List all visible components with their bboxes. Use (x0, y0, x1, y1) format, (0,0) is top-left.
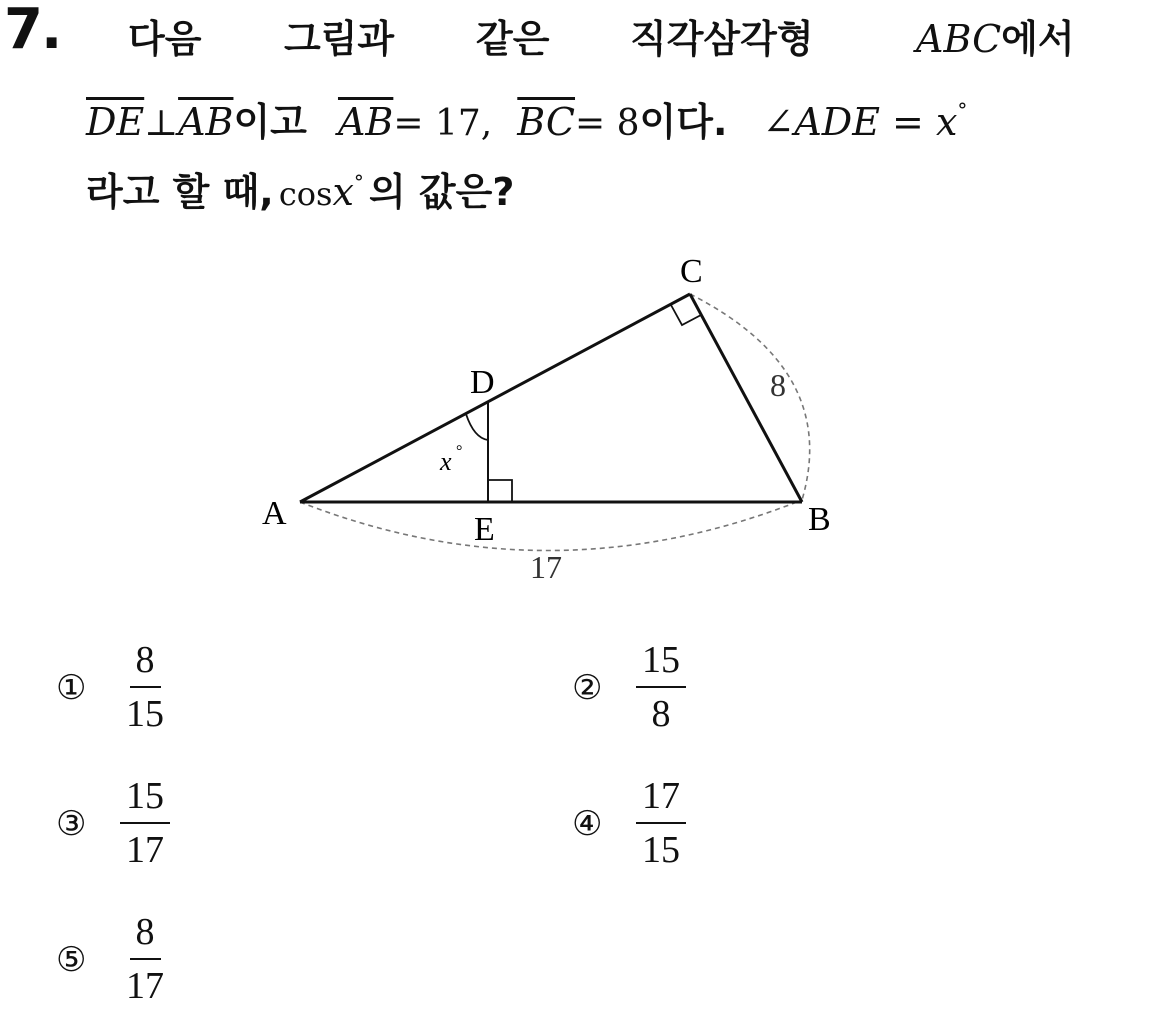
choice-1-fraction (120, 640, 170, 736)
length-ab: 17 (530, 549, 562, 585)
choice-5-denominator: 17 (126, 964, 164, 1007)
degree-symbol: ° (957, 98, 968, 122)
choice-2-mark: ② (572, 667, 603, 708)
choice-5-numerator: 8 (130, 912, 161, 960)
choice-3-mark: ③ (56, 803, 87, 844)
choice-2-numerator: 15 (636, 640, 686, 688)
segment-ab: $\overline{AB}$ (178, 100, 234, 144)
eq-ab: = 17, (393, 103, 493, 144)
label-c: C (680, 253, 703, 290)
right-angle-mark-e (488, 480, 512, 502)
choice-1-denominator: 15 (126, 692, 164, 735)
cos-func: cos (278, 175, 333, 213)
choice-1-mark: ① (56, 667, 87, 708)
question-number: 7. (4, 0, 61, 62)
q-word-3: 같은 (476, 17, 550, 61)
choice-2-denominator: 8 (651, 692, 671, 735)
label-b: B (808, 501, 831, 538)
angle-arc-d (466, 414, 488, 440)
label-a: A (262, 495, 287, 532)
choice-4-denominator: 15 (642, 828, 680, 871)
choice-1[interactable] (56, 640, 170, 736)
dimension-arc-ab (300, 500, 802, 551)
choice-5-mark: ⑤ (56, 939, 87, 980)
choice-1-numerator: 8 (130, 640, 161, 688)
q-text-ragohalttae: 라고 할 때, (86, 170, 274, 214)
q-text-ida: 이다. (639, 100, 728, 144)
angle-x-degree: ° (456, 443, 463, 460)
choice-5[interactable] (56, 912, 170, 1008)
q-word-1: 다음 (128, 17, 202, 61)
eq-bc: = 8 (575, 103, 640, 144)
choice-4-numerator: 17 (636, 776, 686, 824)
choice-4[interactable] (572, 776, 686, 872)
segment-bc: $\overline{BC}$ (517, 100, 576, 144)
label-d: D (470, 364, 495, 401)
cos-degree: ° (353, 170, 364, 194)
choice-5-fraction (120, 912, 170, 1008)
label-e: E (474, 511, 495, 548)
q-text-igo: 이고 (233, 100, 307, 144)
choice-4-fraction (636, 776, 686, 872)
segment-ab-2: $\overline{AB}$ (337, 100, 394, 144)
angle-x-label: x (440, 447, 452, 476)
choice-3-fraction (120, 776, 170, 872)
choice-4-mark: ④ (572, 803, 603, 844)
cos-var: x (332, 170, 354, 214)
segment-de: $\overline{DE}$ (86, 100, 145, 144)
choice-3[interactable] (56, 776, 170, 872)
side-ac (300, 294, 690, 502)
choice-3-numerator: 15 (120, 776, 170, 824)
length-bc: 8 (770, 367, 786, 403)
triangle-name: ABC (916, 17, 1002, 61)
choice-3-denominator: 17 (126, 828, 164, 871)
perp-symbol: ⊥ (144, 103, 179, 144)
choice-2[interactable] (572, 640, 686, 736)
q-suffix: 에서 (1001, 17, 1075, 61)
choice-2-fraction (636, 640, 686, 736)
q-word-2: 그림과 (284, 17, 395, 61)
q-word-4: 직각삼각형 (630, 17, 814, 61)
angle-expr: ∠ADE = x (762, 100, 958, 144)
q-text-value: 의 값은? (368, 170, 515, 214)
